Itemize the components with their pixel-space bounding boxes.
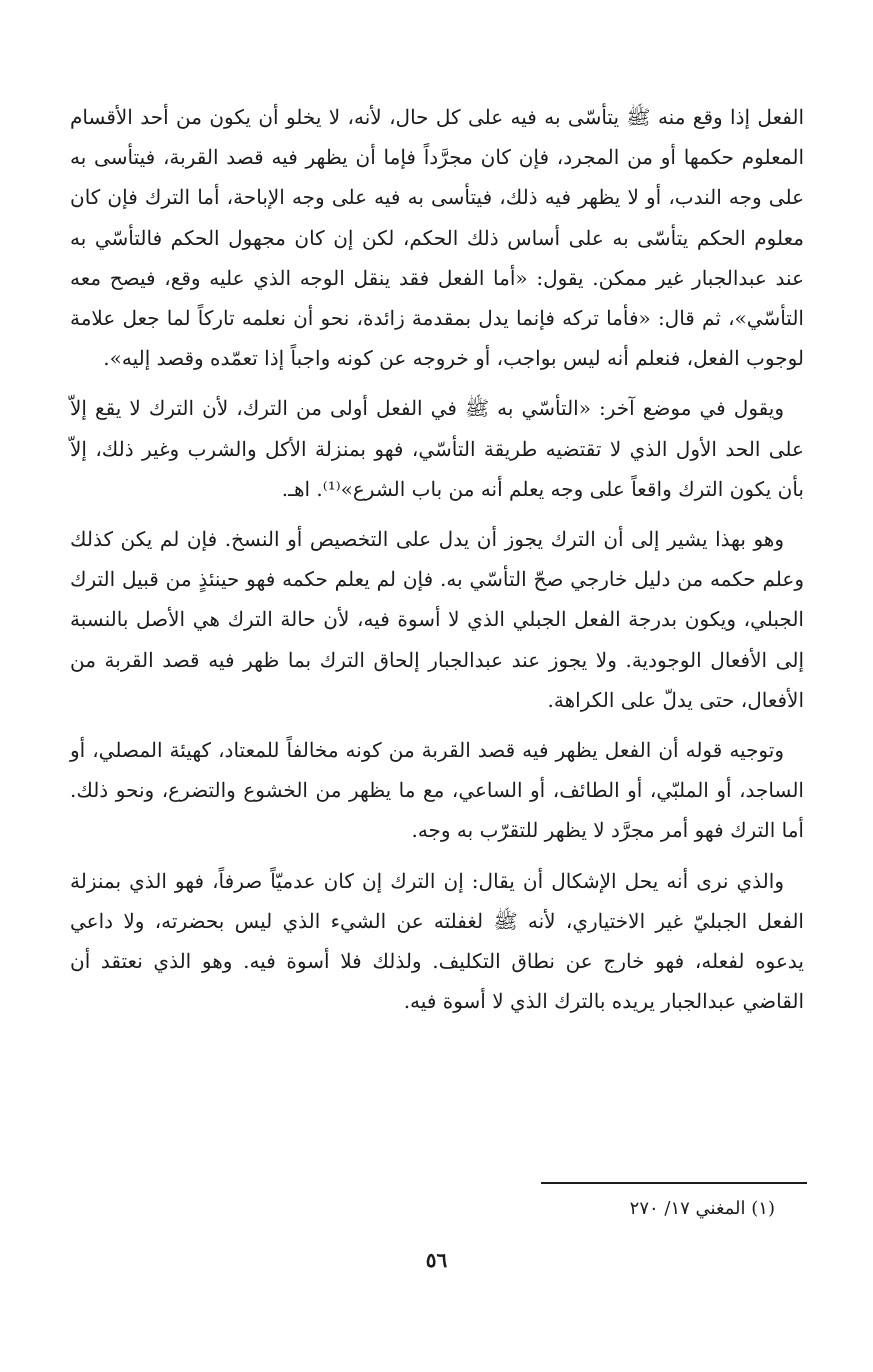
body-text (70, 97, 804, 1031)
footnote-separator (541, 1182, 807, 1184)
footnote: (١) المغني ١٧/ ٢٧٠ (629, 1198, 775, 1219)
paragraph-1: الفعل إذا وقع منه ﷺ يتأسّى به فيه على كل حال، لأنه، لا يخلو أن يكون من أحد الأقسام المعلوم حكمها أو من المجرد، فإن كان مجرَّداً فإما أن يظهر فيه قصد القربة، فيتأسى به على وجه الندب، أو لا يظهر فيه ذلك، فيتأسى به فيه على وجه الإباحة، أما الترك فإن كان معلوم الحكم يتأسّى به على أساس ذلك الحكم، لكن إن كان مجهول الحكم فالتأسّي به عند عبدالجبار غير ممكن. يقول: «أما الفعل فقد ينقل الوجه الذي عليه وقع، فيصح معه التأسّي»، ثم قال: «فأما تركه فإنما يدل بمقدمة زائدة، نحو أن نعلمه تاركاً لما جعل علامة لوجوب الفعل، فنعلم أنه ليس بواجب، أو خروجه عن كونه واجباً إذا تعمّده وقصد إليه». (70, 105, 804, 371)
page-number: ٥٦ (425, 1248, 448, 1272)
paragraph-2: ويقول في موضع آخر: «التأسّي به ﷺ في الفعل أولى من الترك، لأن الترك لا يقع إلاّ على الحد الأول الذي لا تقتضيه طريقة التأسّي، فهو بمنزلة الأكل والشرب وغير ذلك، إلاّ بأن يكون الترك واقعاً على وجه يعلم أنه من باب الشرع»⁽¹⁾. اهـ. (70, 396, 804, 501)
paragraph-5: والذي نرى أنه يحل الإشكال أن يقال: إن الترك إن كان عدميّاً صرفاً، فهو الذي بمنزلة الفعل الجبليّ غير الاختياري، لأنه ﷺ لغفلته عن الشيء الذي ليس بحضرته، ولا داعي يدعوه لفعله، فهو خارج عن نطاق التكليف. ولذلك فلا أسوة فيه. وهو الذي نعتقد أن القاضي عبدالجبار يريده بالترك الذي لا أسوة فيه. (70, 868, 804, 1014)
paragraph-4: وتوجيه قوله أن الفعل يظهر فيه قصد القربة من كونه مخالفاً للمعتاد، كهيئة المصلي، أو الساجد، أو الملبّي، أو الطائف، أو الساعي، مع ما يظهر من الخشوع والتضرع، ونحو ذلك. أما الترك فهو أمر مجرَّد لا يظهر للتقرّب به وجه. (70, 738, 804, 843)
paragraph-3: وهو بهذا يشير إلى أن الترك يجوز أن يدل على التخصيص أو النسخ. فإن لم يكن كذلك وعلم حكمه من دليل خارجي صحّ التأسّي به. فإن لم يعلم حكمه فهو حينئذٍ من قبيل الترك الجبلي، ويكون بدرجة الفعل الجبلي الذي لا أسوة فيه، لأن حالة الترك هي الأصل بالنسبة إلى الأفعال الوجودية. ولا يجوز عند عبدالجبار إلحاق الترك بما ظهر فيه قصد القربة من الأفعال، حتى يدلّ على الكراهة. (70, 527, 804, 712)
